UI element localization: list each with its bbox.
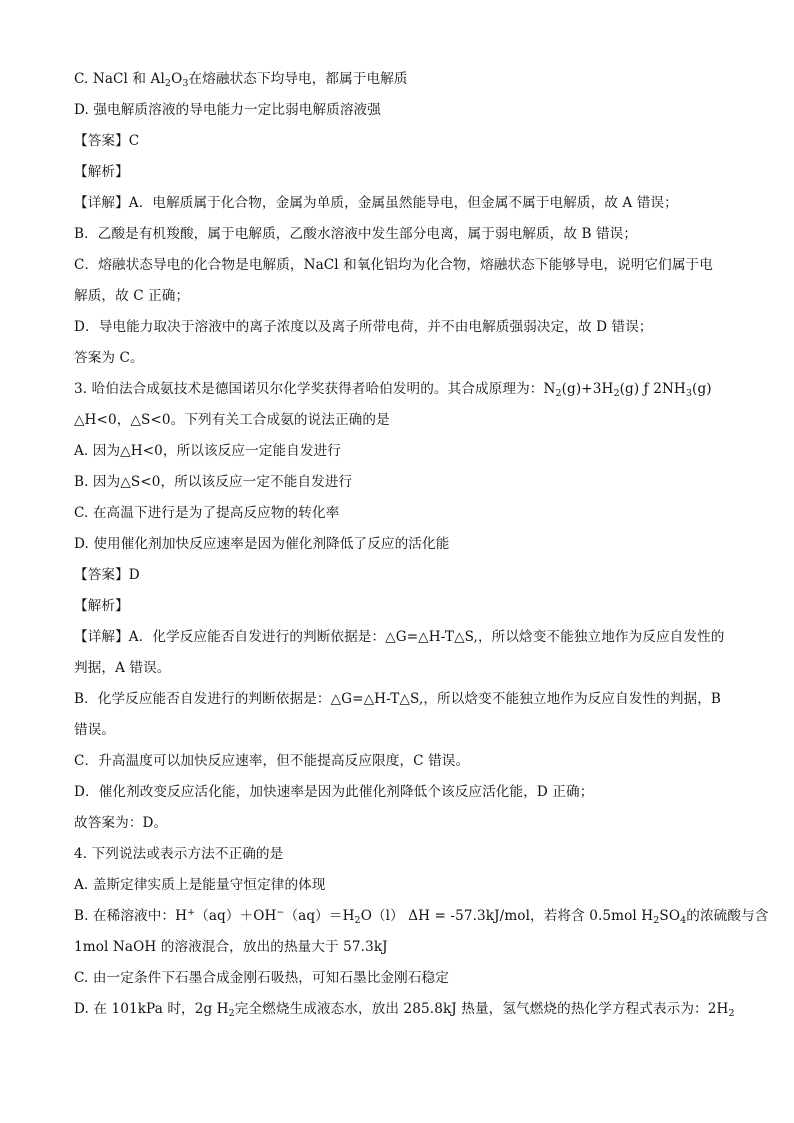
text-line-l03 xyxy=(74,126,714,157)
text-line-l27 xyxy=(74,870,714,901)
text-line-l28 xyxy=(74,901,769,932)
text-run: 【答案】C xyxy=(74,133,140,149)
text-line-l31 xyxy=(74,994,735,1025)
text-run: B. 在稀溶液中：H xyxy=(74,908,188,924)
text-line-l12 xyxy=(74,405,714,436)
text-run: 错误。 xyxy=(74,722,116,738)
text-run: SO xyxy=(659,908,681,924)
text-line-l24 xyxy=(74,777,714,808)
text-run: B. 因为△S<0，所以该反应一定不能自发进行 xyxy=(74,474,353,490)
text-line-l19 xyxy=(74,622,725,653)
text-run: 【详解】A．化学反应能否自发进行的判断依据是：△G=△H-T△S,，所以焓变不能独立地作为反应自发性的 xyxy=(74,629,725,645)
text-line-l14 xyxy=(74,467,714,498)
text-line-l10 xyxy=(74,343,714,374)
text-run: C. 由一定条件下石墨合成金刚石吸热，可知石墨比金刚石稳定 xyxy=(74,970,449,986)
text-run: 在熔融状态下均导电，都属于电解质 xyxy=(188,71,408,87)
text-run: D. 强电解质溶液的导电能力一定比弱电解质溶液强 xyxy=(74,102,381,118)
text-line-l30 xyxy=(74,963,714,994)
subscript: 2 xyxy=(653,915,660,926)
subscript: 3 xyxy=(182,78,189,89)
text-run: O xyxy=(171,71,183,87)
text-line-l15 xyxy=(74,498,714,529)
text-line-l04 xyxy=(74,157,714,188)
text-run: B．化学反应能否自发进行的判断依据是：△G=△H-T△S,，所以焓变不能独立地作为反应自发性的判据，B xyxy=(74,691,722,707)
text-line-l25 xyxy=(74,808,714,839)
text-run: (g)+3H xyxy=(561,381,614,397)
text-line-l08 xyxy=(74,281,714,312)
text-run: （aq）＝H xyxy=(284,908,355,924)
text-run: 【详解】A．电解质属于化合物，金属为单质，金属虽然能导电，但金属不属于电解质，故 A 错误； xyxy=(74,195,678,211)
subscript: 3 xyxy=(685,388,693,399)
text-run: 判据，A 错误。 xyxy=(74,660,171,676)
text-run: 答案为 C。 xyxy=(74,350,144,366)
subscript: 2 xyxy=(613,388,620,399)
text-run: D. 在 101kPa 时，2g H xyxy=(74,1001,229,1017)
text-run: 3. 哈伯法合成氨技术是德国诺贝尔化学奖获得者哈伯发明的。其合成原理为：N xyxy=(74,381,556,397)
text-line-l16 xyxy=(74,529,714,560)
subscript: 2 xyxy=(228,1008,235,1019)
text-line-l11 xyxy=(74,374,714,405)
text-line-l21 xyxy=(74,684,722,715)
text-line-l09 xyxy=(74,312,714,343)
text-run: O（l） ΔH = -57.3kJ/mol，若将含 0.5mol H xyxy=(360,908,654,924)
text-run: A. 因为△H<0，所以该反应一定能自发进行 xyxy=(74,443,341,459)
text-line-l05 xyxy=(74,188,714,219)
text-run: 的浓硫酸与含 xyxy=(686,908,769,924)
text-line-l13 xyxy=(74,436,714,467)
text-line-l17 xyxy=(74,560,714,591)
text-line-l07 xyxy=(74,250,714,281)
text-run: （aq）＋OH xyxy=(195,908,277,924)
text-run: (g) xyxy=(692,381,712,397)
text-run: C．升高温度可以加快反应速率，但不能提高反应限度，C 错误。 xyxy=(74,753,470,769)
text-run: B．乙酸是有机羧酸，属于电解质，乙酸水溶液中发生部分电离，属于弱电解质，故 B 错误； xyxy=(74,226,638,242)
text-run: (g) ƒ 2NH xyxy=(619,381,686,397)
text-run: D．导电能力取决于溶液中的离子浓度以及离子所带电荷，并不由电解质强弱决定，故 D 错误； xyxy=(74,319,653,335)
text-run: D．催化剂改变反应活化能，加快速率是因为此催化剂降低个该反应活化能，D 正确； xyxy=(74,784,594,800)
subscript: 2 xyxy=(555,388,562,399)
superscript: + xyxy=(187,907,196,918)
text-run: C．熔融状态导电的化合物是电解质，NaCl 和氧化铝均为化合物，熔融状态下能够导电，说明它们属于电 xyxy=(74,257,713,273)
text-run: 【解析】 xyxy=(74,164,129,180)
text-line-l29 xyxy=(74,932,714,963)
text-line-l01 xyxy=(74,64,714,95)
text-run: △H<0，△S<0。下列有关工合成氨的说法正确的是 xyxy=(74,412,390,428)
text-line-l22 xyxy=(74,715,714,746)
text-line-l18 xyxy=(74,591,714,622)
text-line-l02 xyxy=(74,95,714,126)
subscript: 4 xyxy=(680,915,687,926)
text-run: 故答案为：D。 xyxy=(74,815,168,831)
text-run: C. 在高温下进行是为了提高反应物的转化率 xyxy=(74,505,340,521)
subscript: 2 xyxy=(354,915,361,926)
text-run: 【答案】D xyxy=(74,567,140,583)
text-line-l26 xyxy=(74,839,714,870)
text-line-l20 xyxy=(74,653,714,684)
text-run: A. 盖斯定律实质上是能量守恒定律的体现 xyxy=(74,877,326,893)
text-line-l23 xyxy=(74,746,714,777)
text-run: 1mol NaOH 的溶液混合，放出的热量大于 57.3kJ xyxy=(74,939,388,955)
text-run: C. NaCl 和 Al xyxy=(74,71,165,87)
superscript: − xyxy=(276,907,285,918)
text-run: 【解析】 xyxy=(74,598,129,614)
text-run: D. 使用催化剂加快反应速率是因为催化剂降低了反应的活化能 xyxy=(74,536,450,552)
text-line-l06 xyxy=(74,219,714,250)
subscript: 2 xyxy=(728,1008,735,1019)
text-run: 解质，故 C 正确； xyxy=(74,288,190,304)
subscript: 2 xyxy=(164,78,172,89)
text-run: 完全燃烧生成液态水，放出 285.8kJ 热量，氢气燃烧的热化学方程式表示为：2H xyxy=(234,1001,729,1017)
text-run: 4. 下列说法或表示方法不正确的是 xyxy=(74,846,284,862)
